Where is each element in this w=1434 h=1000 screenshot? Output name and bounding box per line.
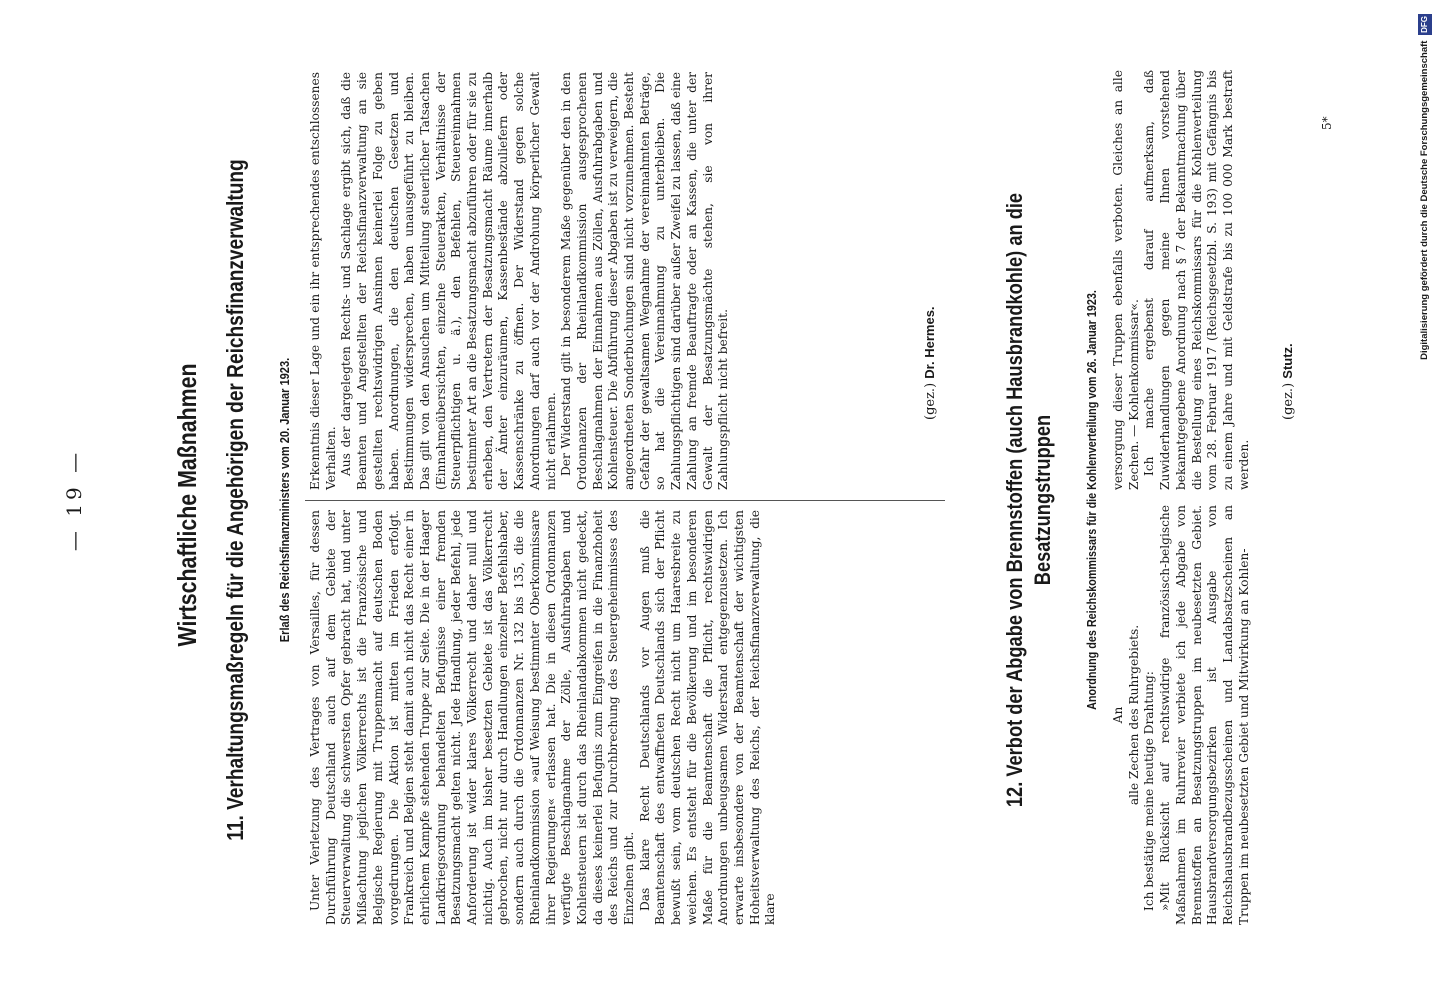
paragraph: Aus der dargelegten Rechts- und Sachlage ergibt sich, daß die Beamten und Angestellten der Reichsfinanzverwaltung an sie gestellten rechtswidrigen Ansinnen keinerlei Folge zu geben haben. Anordnungen, die den deutschen Gesetzen und Bestimmungen widersprechen, haben unausgeführt zu bleiben. Das gilt von den Ansuchen um Mitteilung steuerlicher Tatsachen (Einnahmeübersichten, einzelne Steuerakten, Verhältnisse der Steuerpflichtigen u. ä.), den Befehlen, Steuereinnahmen bestimmter Art an die Besatzungsmacht abzuführen oder für sie zu erheben, den Vertretern der Besatzungsmacht Räume innerhalb der Ämter einzuräumen, Kassenbestände abzuliefern oder Kassenschränke zu öffnen. Der Widerstand gegen solche Anordnungen darf auch vor der Androhung körperlicher Gewalt nicht erlahmen. (339, 72, 558, 490)
article-12-title-line-2: Besatzungstruppen (1030, 414, 1055, 586)
paragraph: Der Widerstand gilt in besonderem Maße gegenüber den in den Ordonnanzen der Rheinlandkommission ausgesprochenen Beschlagnahmen der Einnahmen aus Zöllen, Ausfuhrabgaben und Kohlensteuer. Die Abführung dieser Abgaben ist zu verweigern, die angeordneten Sonderbuchungen sind nicht vorzunehmen. Besteht Gefahr der gewaltsamen Wegnahme der vereinnahmten Beträge, so hat die Vereinnahmung zu unterbleiben. Die Zahlungspflichtigen sind darüber außer Zweifel zu lassen, daß eine Zahlung an fremde Beauftragte oder an Kassen, die unter der Gewalt der Besatzungsmächte stehen, sie von ihrer Zahlungspflicht nicht befreit. (559, 72, 731, 490)
article-12-left-column (1111, 505, 1252, 925)
paragraph: Ich bestätige meine heutige Drahtung: (1142, 671, 1157, 911)
article-11-right-column (308, 72, 732, 490)
digitization-note: Digitalisierung gefördert durch die Deutsche Forschungsgemeinschaft (1419, 40, 1430, 360)
paragraph: Ich mache ergebenst darauf aufmerksam, daß Zuwiderhandlungen gegen meine Ihnen vorstehend bekanntgegebene Anordnung nach § 7 der Bekanntmachung über die Bestellung eines Reichskommissars für die Kohlenverteilung vom 28. Februar 1917 (Reichsgesetzbl. S. 193) mit Gefängnis bis zu einem Jahre und mit Geldstrafe bis zu 100 000 Mark bestraft werden. (1142, 70, 1251, 490)
column-divider (305, 500, 945, 501)
article-11-left-column (308, 510, 779, 925)
article-12-subtitle: Anordnung des Reichskommissars für die Kohlenverteilung vom 26. Januar 1923. (1084, 290, 1099, 710)
paragraph: »Mit Rücksicht auf rechtswidrige französisch-belgische Maßnahmen im Ruhrrevier verbiete ich jede Abgabe von Brennstoffen an Besatzungstruppen im neubesetzten Gebiet. Hausbrandversorgungsbezirken ist Ausgabe von Reichshausbrandbezugsscheinen und Landabsatzscheinen an Truppen im neubesetzten Gebiet und Mitwirkung an Kohlen- (1158, 505, 1251, 925)
article-11-title: 11. Verhaltungsmaßregeln für die Angehörigen der Reichsfinanzverwaltung (222, 159, 248, 841)
footer-mark: 5* (1320, 116, 1334, 130)
paragraph: Unter Verletzung des Vertrages von Versailles, für dessen Durchführung Deutschland auch auf dem Gebiete der Steuerverwaltung die schwersten Opfer gebracht hat, und unter Mißachtung jeglichen Völkerrechts ist die Französische und Belgische Regierung mit Truppenmacht auf deutschen Boden vorgedrungen. Die Aktion ist mitten im Frieden erfolgt. Frankreich und Belgien steht damit auch nicht das Recht einer in ehrlichem Kampfe stehenden Truppe zur Seite. Die in der Haager Landkriegsordnung behandelten Befugnisse einer fremden Besatzungsmacht gelten nicht. Jede Handlung, jeder Befehl, jede Anforderung ist wider klares Völkerrecht und daher null und nichtig. Auch im bisher besetzten Gebiete ist das Völkerrecht gebrochen, nicht nur durch Handlungen einzelner Befehlshaber, sondern auch durch die Ordonnanzen Nr. 132 bis 135, die die Rheinlandkommission »auf Weisung bestimmter Oberkommissare ihrer Regierungen« erlassen hat. Die in diesen Ordonnanzen verfügte Beschlagnahme der Zölle, Ausfuhrabgaben und Kohlensteuern ist durch das Rheinlandabkommen nicht gedeckt, da dieses keinerlei Befugnis zum Eingreifen in die Finanzhoheit des Reichs und zur Durchbrechung des Steuergeheimnisses des Einzelnen gibt. (308, 510, 637, 925)
article-12-title-line-1: 12. Verbot der Abgabe von Brennstoffen (auch Hausbrandkohle) an die (1002, 192, 1027, 808)
address-line: alle Zechen des Ruhrgebiets. (1126, 624, 1141, 806)
signature-name: Dr. Hermes. (922, 306, 937, 379)
digitization-watermark (1418, 14, 1432, 394)
paragraph: versorgung dieser Truppen ebenfalls verboten. Gleiches an alle Zechen. — Kohlenkommissar«. (1111, 70, 1141, 490)
article-12-signature (1280, 120, 1296, 420)
signature-name: Stutz. (1280, 343, 1295, 379)
page-number: — 19 — (62, 448, 86, 552)
article-11-subtitle: Erlaß des Reichsfinanzministers vom 20. Januar 1923. (277, 357, 292, 643)
section-heading: Wirtschaftliche Maßnahmen (172, 363, 202, 647)
signature-prefix: (gez.) (923, 382, 938, 420)
paragraph: Das klare Recht Deutschlands vor Augen muß die Beamtenschaft des entwaffneten Deutschlands sich der Pflicht bewußt sein, vom deutschen Recht nicht um Haaresbreite zu weichen. Es entsteht für die Bevölkerung und im besonderen Maße für die Beamtenschaft die Pflicht, rechtswidrigen Anordnungen unbeugsamen Widerstand entgegenzusetzen. Ich erwarte insbesondere von der Beamtenschaft der wichtigsten Hoheitsverwaltung des Reichs, der Reichsfinanzverwaltung, die klare (637, 510, 778, 925)
address-line: An (1111, 706, 1125, 724)
signature-prefix: (gez.) (1281, 382, 1296, 420)
paragraph: Erkenntnis dieser Lage und ein ihr entsprechendes entschlossenes Verhalten. (308, 72, 338, 490)
article-11-signature (922, 120, 938, 420)
article-12-right-column (1111, 70, 1252, 490)
dfg-logo: DFG (1418, 14, 1432, 35)
